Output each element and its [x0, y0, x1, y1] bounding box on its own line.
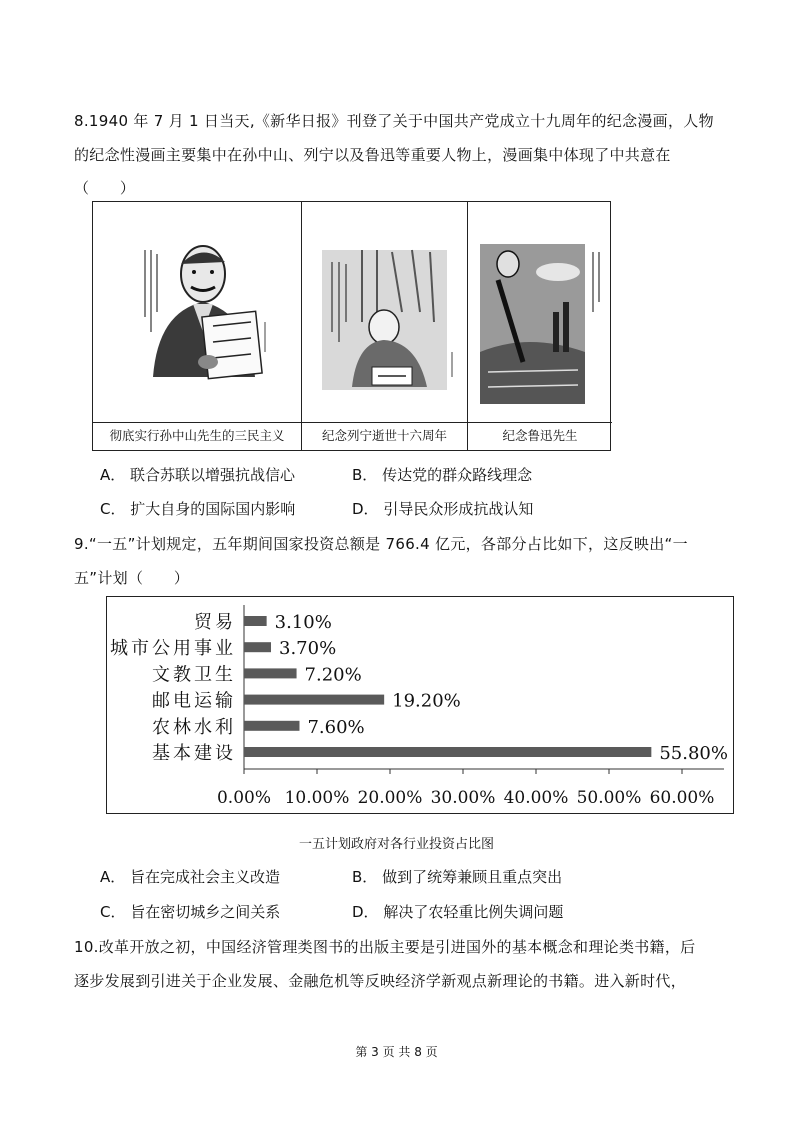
data-label: 3.70% [279, 638, 337, 660]
caption-lenin: 纪念列宁逝世十六周年 [321, 428, 447, 443]
q9-stem-line2: 五”计划（ ） [74, 569, 190, 587]
q8-option-c: C． 扩大自身的国际国内影响 [100, 500, 296, 518]
q8-stem-line1: 8.1940 年 7 月 1 日当天,《新华日报》刊登了关于中国共产党成立十九周年的纪念漫画，人物 [74, 112, 714, 130]
category-label: 农林水利 [152, 716, 236, 738]
q9-option-b: B． 做到了统筹兼顾且重点突出 [352, 868, 563, 886]
x-tick-label: 50.00% [576, 788, 642, 808]
x-tick-label: 20.00% [357, 788, 423, 808]
cartoon-lenin-image [302, 202, 467, 423]
q9-stem-line1: 9.“一五”计划规定，五年期间国家投资总额是 766.4 亿元，各部分占比如下，这反映出“一 [74, 535, 688, 553]
cartoon-table [92, 201, 611, 451]
q9-option-c: C． 旨在密切城乡之间关系 [100, 903, 281, 921]
q10-stem-line1: 10.改革开放之初，中国经济管理类图书的出版主要是引进国外的基本概念和理论类书籍，后 [74, 938, 696, 956]
bar [244, 616, 267, 626]
q8-stem-line2: 的纪念性漫画主要集中在孙中山、列宁以及鲁迅等重要人物上，漫画集中体现了中共意在 [74, 146, 671, 164]
category-label: 文教卫生 [152, 664, 236, 686]
caption-lu-xun: 纪念鲁迅先生 [502, 428, 578, 443]
cartoon-sun-yat-sen-image [93, 202, 301, 423]
q8-option-a: A． 联合苏联以增强抗战信心 [100, 466, 296, 484]
bar [244, 642, 271, 652]
data-label: 7.60% [307, 716, 365, 738]
bar [244, 695, 384, 705]
q9-option-a: A． 旨在完成社会主义改造 [100, 868, 281, 886]
data-label: 3.10% [274, 612, 332, 633]
x-tick-label: 0.00% [216, 788, 272, 808]
q8-answer-paren: （ ） [74, 179, 136, 197]
q8-option-d: D． 引导民众形成抗战认知 [352, 500, 534, 518]
q8-option-b: B． 传达党的群众路线理念 [352, 466, 533, 484]
bar [244, 747, 651, 757]
chart-caption: 一五计划政府对各行业投资占比图 [298, 837, 494, 852]
data-label: 19.20% [392, 690, 461, 712]
investment-bar-chart [106, 596, 734, 814]
x-tick-label: 10.00% [284, 788, 350, 808]
x-tick-label: 30.00% [430, 788, 496, 808]
cartoon-lu-xun-image [468, 202, 612, 423]
category-label: 贸易 [194, 612, 236, 633]
chart-svg [107, 597, 733, 813]
page-footer: 第 3 页 共 8 页 [355, 1045, 438, 1059]
caption-sun-yat-sen: 彻底实行孙中山先生的三民主义 [109, 428, 285, 443]
q10-stem-line2: 逐步发展到引进关于企业发展、金融危机等反映经济学新观点新理论的书籍。进入新时代， [74, 972, 687, 990]
cartoon-cell-sun-yat-sen [93, 202, 302, 450]
cartoon-cell-lu-xun [468, 202, 612, 450]
data-label: 7.20% [304, 664, 362, 686]
cartoon-cell-lenin [302, 202, 468, 450]
q9-option-d: D． 解决了农轻重比例失调问题 [352, 903, 564, 921]
category-label: 邮电运输 [152, 690, 236, 712]
bar [244, 721, 299, 731]
x-tick-label: 60.00% [649, 788, 715, 808]
x-tick-label: 40.00% [503, 788, 569, 808]
category-label: 城市公用事业 [110, 638, 236, 660]
bar [244, 668, 297, 678]
category-label: 基本建设 [152, 743, 236, 764]
data-label: 55.80% [659, 743, 728, 764]
